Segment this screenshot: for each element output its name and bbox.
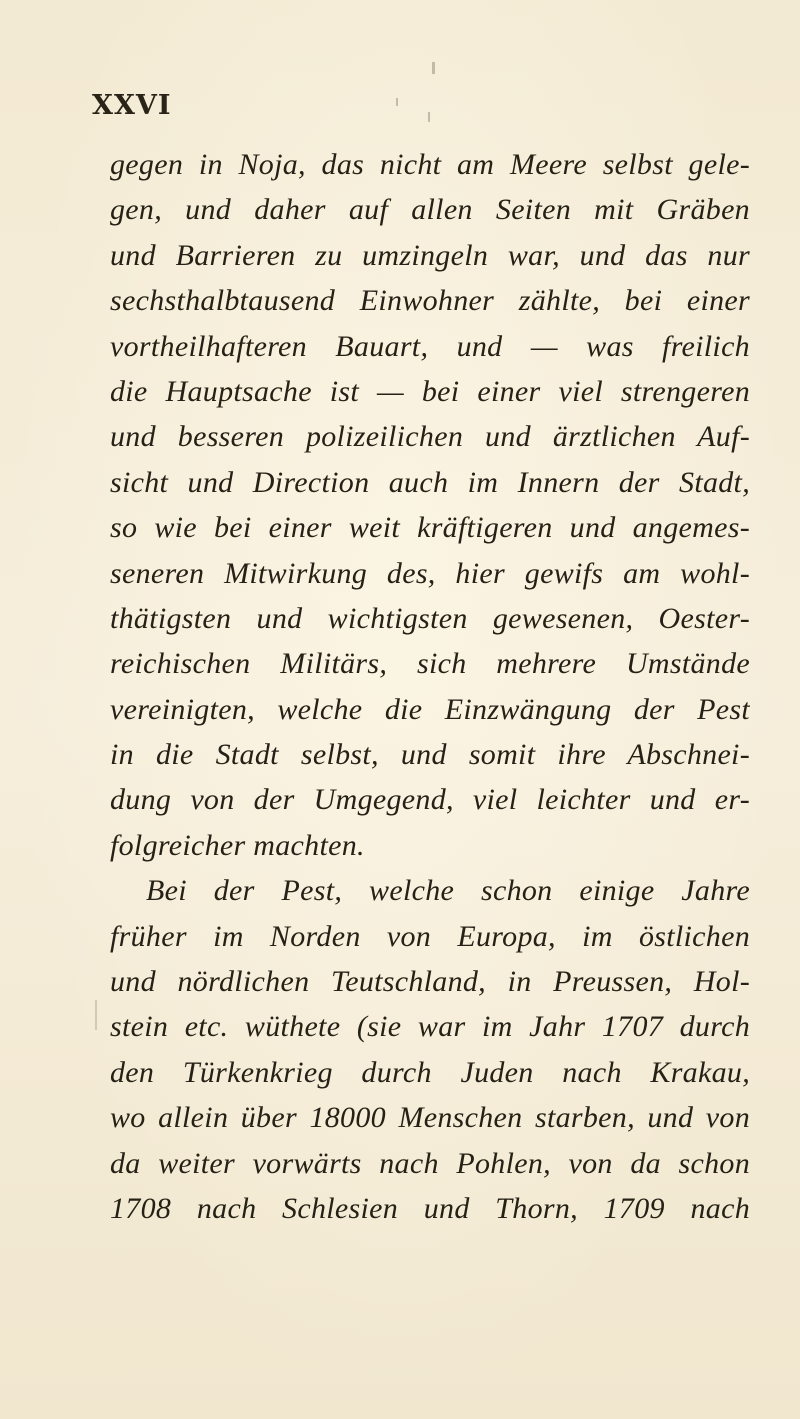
text-line: stein etc. wüthete (sie war im Jahr 1707 durch [110, 1010, 750, 1044]
text-line: die Hauptsache ist — bei einer viel strengeren [110, 374, 750, 408]
text-line: reichischen Militärs, sich mehrere Umstände [110, 647, 750, 681]
text-line: gen, und daher auf allen Seiten mit Gräben [110, 193, 750, 227]
body-text [110, 142, 750, 1231]
text-line: dung von der Umgegend, viel leichter und er- [110, 783, 750, 817]
text-line: da weiter vorwärts nach Pohlen, von da schon [110, 1146, 750, 1180]
text-line: sechsthalbtausend Einwohner zählte, bei einer [110, 284, 750, 318]
text-line: vortheilhafteren Bauart, und — was freilich [110, 329, 750, 363]
text-line: und Barrieren zu umzingeln war, und das nur [110, 238, 750, 272]
text-line: sicht und Direction auch im Innern der Stadt, [110, 465, 750, 499]
text-line: in die Stadt selbst, und somit ihre Abschnei- [110, 738, 750, 772]
text-line: und nördlichen Teutschland, in Preussen, Hol- [110, 965, 750, 999]
text-line: seneren Mitwirkung des, hier gewifs am wohl- [110, 556, 750, 590]
text-line: den Türkenkrieg durch Juden nach Krakau, [110, 1055, 750, 1089]
text-line: Bei der Pest, welche schon einige Jahre [146, 874, 750, 908]
text-line: so wie bei einer weit kräftigeren und angemes- [110, 511, 750, 545]
paper-speck [432, 62, 435, 74]
paper-speck [396, 98, 398, 106]
text-line: thätigsten und wichtigsten gewesenen, Oester- [110, 601, 750, 635]
text-line: vereinigten, welche die Einzwängung der Pest [110, 692, 750, 726]
text-line: und besseren polizeilichen und ärztlichen Auf- [110, 420, 750, 454]
text-line: 1708 nach Schlesien und Thorn, 1709 nach [110, 1191, 750, 1225]
text-line: folgreicher machten. [110, 828, 365, 862]
paper-speck [428, 112, 430, 122]
text-line: gegen in Noja, das nicht am Meere selbst gele- [110, 148, 750, 181]
text-line: wo allein über 18000 Menschen starben, und von [110, 1101, 750, 1135]
page-number: XXVI [92, 90, 172, 121]
text-line: früher im Norden von Europa, im östlichen [110, 919, 750, 953]
paper-speck [95, 1000, 97, 1030]
